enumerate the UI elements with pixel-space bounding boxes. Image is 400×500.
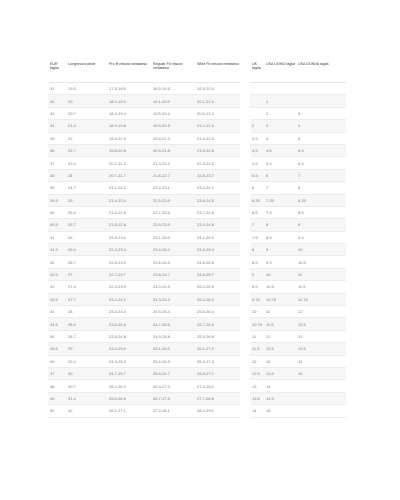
header-eur: EUR taglia [50,62,59,71]
cell-us-men: 14.5 [266,395,274,401]
cell-uk: 14 [252,408,257,414]
table-row [48,219,240,231]
cell-us-women: 7 [298,172,301,178]
cell-regular-fit: 24.3-25.3 [153,296,170,302]
cell-us-men: 5.5 [266,160,272,166]
table-row [48,244,240,256]
table-row [48,133,240,145]
cell-us-women: 12.5 [298,321,306,327]
cell-us-women: 5 [298,135,301,141]
cell-foot-length: 29.4 [68,358,76,364]
cell-pro-fit: 18.0-19.0 [109,98,126,104]
cell-eur: 44 [50,309,55,315]
cell-us-men: 10.5 [266,284,274,290]
table-row-conversion [250,405,346,417]
table-row [48,281,240,293]
table-row [48,95,240,107]
cell-wide-fit: 28.2-29.1 [197,408,214,414]
cell-us-women: 9 [298,222,301,228]
size-table-main [48,60,240,418]
cell-pro-fit: 22.0-23.0 [109,234,126,240]
cell-foot-length: 31.4 [68,395,76,401]
cell-uk: 8 [252,247,255,253]
cell-wide-fit: 19.5-20.5 [197,86,214,92]
cell-pro-fit: 22.5-23.5 [109,259,126,265]
cell-foot-length: 26.7 [68,259,76,265]
cell-foot-length: 25.7 [68,222,76,228]
cell-us-women: 15 [298,371,303,377]
table-row-conversion [250,269,346,281]
table-row-conversion [250,83,346,95]
cell-pro-fit: 24.7-25.7 [109,371,126,377]
header-us-women: USA DONNA taglia [298,62,329,66]
cell-eur: 47 [50,371,55,377]
cell-us-women: 8 [298,185,301,191]
header-pro-fit: Pro fit misura metatarso [109,62,148,66]
cell-eur: 42.5 [50,272,58,278]
table-body [48,83,240,418]
header-wide-fit: Wide Fit misura metatarso [197,62,239,66]
cell-uk: 6.5 [252,210,258,216]
cell-us-men: 11.5 [266,321,274,327]
cell-regular-fit: 24.9-25.8 [153,334,170,339]
header-foot-length: Lunghezza piede [68,62,96,66]
cell-regular-fit: 24.5-25.4 [153,309,170,315]
cell-regular-fit: 22.9-23.9 [153,222,170,228]
cell-us-women: 10.5 [298,259,306,265]
cell-us-women: 3 [298,110,301,116]
table-row-conversion [250,157,346,169]
cell-foot-length: 22.7 [68,148,76,154]
cell-eur: 41.5 [50,247,58,253]
cell-eur: 44.5 [50,321,58,327]
cell-uk: 7.5 [252,234,258,240]
cell-pro-fit: 21.4-22.4 [109,197,126,203]
cell-eur: 43 [50,284,55,290]
table-header-conversion [250,60,346,83]
cell-eur: 33 [50,110,55,116]
cell-pro-fit: 23.6-24.6 [109,321,126,327]
cell-eur: 42 [50,259,55,265]
cell-foot-length: 19.3 [68,86,76,92]
cell-regular-fit: 18.5-19.5 [153,86,170,92]
cell-wide-fit: 25.4-26.3 [197,296,214,302]
table-row-conversion [250,145,346,157]
cell-eur: 49 [50,395,55,401]
cell-foot-length: 27.7 [68,296,76,302]
cell-us-men: 8.5 [266,234,272,240]
cell-regular-fit: 22.7-23.6 [153,210,170,216]
cell-wide-fit: 26.4-27.3 [197,358,214,364]
table-row-conversion [250,343,346,355]
cell-regular-fit: 26.3-27.3 [153,383,170,389]
size-table-conversion [250,60,346,418]
table-row-conversion [250,170,346,182]
cell-foot-length: 24 [68,172,73,178]
table-row-conversion [250,281,346,293]
cell-wide-fit: 22.3-23.2 [197,160,214,166]
cell-pro-fit: 22.9-23.9 [109,284,126,290]
cell-wide-fit: 23.9-24.8 [197,222,214,228]
table-row [48,368,240,380]
cell-foot-length: 26 [68,234,73,240]
table-row [48,393,240,405]
cell-eur: 37 [50,160,55,166]
cell-us-men: 4.5 [266,148,272,154]
cell-eur: 39.5 [50,197,58,203]
table-row [48,343,240,355]
cell-foot-length: 28.7 [68,334,76,339]
cell-us-men: 8 [266,222,269,228]
table-row [48,294,240,306]
cell-pro-fit: 19.8-20.8 [109,148,126,154]
cell-us-women: 13.5 [298,346,306,352]
cell-us-men: 12 [266,334,271,339]
table-row [48,380,240,392]
table-row [48,182,240,194]
cell-us-men: 15 [266,408,271,414]
table-row [48,331,240,343]
cell-foot-length: 25 [68,197,73,203]
cell-regular-fit: 22.5-23.5 [153,197,170,203]
cell-foot-length: 27 [68,272,73,278]
table-row [48,195,240,207]
cell-us-men: 3 [266,123,269,129]
table-row-conversion [250,356,346,368]
cell-us-men: 6 [266,172,269,178]
cell-foot-length: 20.7 [68,110,76,116]
cell-wide-fit: 24.6-25.5 [197,259,214,265]
cell-eur: 36 [50,148,55,154]
table-row-conversion [250,331,346,343]
cell-uk: 9.5 [252,284,258,290]
cell-foot-length: 30.7 [68,383,76,389]
table-row-conversion [250,207,346,219]
cell-eur: 35 [50,135,55,141]
cell-eur: 43.5 [50,296,58,302]
table-row [48,170,240,182]
cell-wide-fit: 24.8-25.7 [197,272,214,278]
cell-eur: 32 [50,98,55,104]
table-row-conversion [250,182,346,194]
table-row-conversion [250,195,346,207]
cell-regular-fit: 27.2-28.1 [153,408,170,414]
cell-uk: 5.5 [252,172,258,178]
table-row-conversion [250,95,346,107]
cell-pro-fit: 21.1-22.1 [109,185,126,191]
cell-pro-fit: 18.9-19.8 [109,123,126,129]
cell-regular-fit: 26.7-27.6 [153,395,170,401]
table-row-conversion [250,318,346,330]
cell-wide-fit: 20.1-21.0 [197,98,214,104]
cell-pro-fit: 22.3-23.3 [109,247,126,253]
cell-eur: 38 [50,172,55,178]
cell-wide-fit: 23.2-24.1 [197,185,214,191]
cell-pro-fit: 20.7-21.7 [109,172,126,178]
table-row-conversion [250,256,346,268]
cell-regular-fit: 23.8-24.7 [153,272,170,278]
table-row [48,145,240,157]
table-row [48,157,240,169]
table-row-conversion [250,393,346,405]
table-row [48,269,240,281]
table-row [48,108,240,120]
cell-pro-fit: 21.6-22.6 [109,210,126,216]
cell-us-men: 9.5 [266,259,272,265]
cell-wide-fit: 21.9-22.8 [197,148,214,154]
cell-us-women: 6.5 [298,160,304,166]
cell-wide-fit: 26.1-27.0 [197,346,214,352]
cell-wide-fit: 21.0-21.9 [197,123,214,129]
cell-pro-fit: 18.4-19.4 [109,110,126,116]
cell-uk: 13 [252,383,257,389]
cell-wide-fit: 21.4-22.3 [197,135,214,141]
cell-uk: 6 [252,185,255,191]
cell-us-men: 4 [266,135,269,141]
cell-us-men: 7.25 [266,197,274,203]
cell-pro-fit: 17.5-18.5 [109,86,126,92]
cell-eur: 31 [50,86,55,92]
table-body-conversion [250,83,346,418]
cell-uk: 10.75 [252,321,263,327]
cell-wide-fit: 27.7-28.6 [197,395,214,401]
cell-us-men: 7 [266,185,269,191]
table-row [48,356,240,368]
cell-eur: 45 [50,334,55,339]
cell-wide-fit: 24.5-25.4 [197,247,214,253]
cell-pro-fit: 23.4-24.4 [109,309,126,315]
cell-us-women: 4 [298,123,301,129]
cell-foot-length: 30 [68,371,73,377]
table-row-conversion [250,368,346,380]
table-row-conversion [250,232,346,244]
cell-us-women: 8.25 [298,197,306,203]
table-row [48,120,240,132]
cell-foot-length: 29 [68,346,73,352]
cell-us-women: 12 [298,309,303,315]
cell-uk: 8.5 [252,259,258,265]
table-row-conversion [250,133,346,145]
cell-regular-fit: 20.9-21.8 [153,148,170,154]
cell-us-men: 14 [266,383,271,389]
cell-wide-fit: 25.9-26.8 [197,334,214,339]
table-row-conversion [250,294,346,306]
cell-regular-fit: 19.5-20.4 [153,110,170,116]
cell-us-men: 2 [266,110,269,116]
cell-us-women: 14 [298,358,303,364]
cell-foot-length: 24.7 [68,185,76,191]
cell-regular-fit: 19.1-20.0 [153,98,170,104]
cell-eur: 46 [50,358,55,364]
cell-us-men: 12.5 [266,346,274,352]
cell-eur: 45.5 [50,346,58,352]
table-row [48,256,240,268]
cell-foot-length: 23.4 [68,160,76,166]
cell-wide-fit: 25.0-25.9 [197,284,214,290]
cell-eur: 34 [50,123,55,129]
cell-wide-fit: 26.8-27.7 [197,371,214,377]
cell-regular-fit: 25.8-26.7 [153,371,170,377]
table-row [48,232,240,244]
cell-us-women: 11 [298,272,303,278]
cell-regular-fit: 24.0-24.9 [153,284,170,290]
cell-regular-fit: 20.4-21.3 [153,135,170,141]
cell-us-men: 13.5 [266,371,274,377]
cell-pro-fit: 21.8-22.8 [109,222,126,228]
cell-us-women: 9.5 [298,234,304,240]
cell-eur: 41 [50,234,55,240]
cell-us-women: 8.5 [298,210,304,216]
header-uk: UK taglia [252,62,261,71]
cell-us-men: 7.5 [266,210,272,216]
cell-pro-fit: 24.3-25.3 [109,358,126,364]
cell-uk: 4.5 [252,160,258,166]
cell-wide-fit: 23.6-24.5 [197,197,214,203]
cell-uk: 11 [252,334,257,339]
cell-uk: 12.5 [252,371,260,377]
table-row [48,306,240,318]
cell-eur: 40 [50,210,55,216]
cell-regular-fit: 22.2-23.1 [153,185,170,191]
table-row [48,318,240,330]
cell-us-women: 10 [298,247,303,253]
cell-us-women: 11.5 [298,284,306,290]
cell-pro-fit: 24.0-25.0 [109,346,126,352]
cell-us-men: 10 [266,272,271,278]
cell-foot-length: 26.4 [68,247,76,253]
cell-foot-length: 20 [68,98,73,104]
cell-pro-fit: 20.2-21.2 [109,160,126,166]
table-row-conversion [250,380,346,392]
cell-foot-length: 28 [68,309,73,315]
cell-regular-fit: 23.6-24.5 [153,259,170,265]
cell-eur: 39 [50,185,55,191]
cell-foot-length: 32 [68,408,73,414]
cell-us-men: 1 [266,98,269,104]
cell-foot-length: 22 [68,135,73,141]
cell-regular-fit: 19.9-20.9 [153,123,170,129]
cell-eur: 50 [50,408,55,414]
cell-uk: 9.75 [252,296,260,302]
cell-wide-fit: 23.7-24.6 [197,210,214,216]
cell-eur: 40.5 [50,222,58,228]
cell-us-women: 11.75 [298,296,308,302]
cell-regular-fit: 21.8-22.7 [153,172,170,178]
cell-us-men: 13 [266,358,271,364]
cell-us-men: 9 [266,247,269,253]
table-row [48,405,240,417]
cell-foot-length: 27.4 [68,284,76,290]
cell-uk: 2.5 [252,135,258,141]
cell-regular-fit: 24.7-25.6 [153,321,170,327]
cell-uk: 6.25 [252,197,260,203]
cell-regular-fit: 23.1-24.0 [153,234,170,240]
cell-uk: 3.5 [252,148,258,154]
table-row-conversion [250,306,346,318]
table-row-conversion [250,108,346,120]
cell-wide-fit: 20.5-21.4 [197,110,214,116]
cell-regular-fit: 25.1-26.0 [153,346,170,352]
cell-pro-fit: 22.7-23.7 [109,272,126,278]
cell-uk: 12 [252,358,257,364]
table-row [48,207,240,219]
cell-us-women: 13 [298,334,303,339]
cell-pro-fit: 26.1-27.1 [109,408,126,414]
header-us-men: USA UOMO taglia [266,62,295,66]
cell-us-men: 10.75 [266,296,277,302]
table-row-conversion [250,120,346,132]
table-row [48,83,240,95]
cell-wide-fit: 25.7-26.6 [197,321,214,327]
cell-regular-fit: 25.4-26.3 [153,358,170,364]
cell-pro-fit: 25.6-26.6 [109,395,126,401]
cell-foot-length: 28.4 [68,321,76,327]
table-row-conversion [250,219,346,231]
cell-pro-fit: 23.8-24.8 [109,334,126,339]
cell-uk: 2 [252,123,255,129]
cell-regular-fit: 23.4-24.4 [153,247,170,253]
cell-wide-fit: 22.8-23.7 [197,172,214,178]
cell-us-women: 5.5 [298,148,304,154]
cell-uk: 11.5 [252,346,260,352]
cell-foot-length: 25.4 [68,210,76,216]
cell-regular-fit: 21.3-22.2 [153,160,170,166]
cell-uk: 9 [252,272,255,278]
header-regular-fit: Regular Fit misura metatarso [153,62,183,71]
cell-uk: 7 [252,222,255,228]
cell-uk: 13.5 [252,395,260,401]
cell-us-men: 11 [266,309,271,315]
cell-pro-fit: 23.2-24.2 [109,296,126,302]
cell-wide-fit: 27.3-28.2 [197,383,214,389]
cell-eur: 48 [50,383,55,389]
cell-foot-length: 21.3 [68,123,76,129]
cell-uk: 10 [252,309,257,315]
cell-pro-fit: 19.3-20.3 [109,135,126,141]
table-row-conversion [250,244,346,256]
cell-wide-fit: 25.5-26.4 [197,309,214,315]
table-header [48,60,240,83]
cell-wide-fit: 24.1-25.0 [197,234,214,240]
cell-pro-fit: 25.2-26.2 [109,383,126,389]
